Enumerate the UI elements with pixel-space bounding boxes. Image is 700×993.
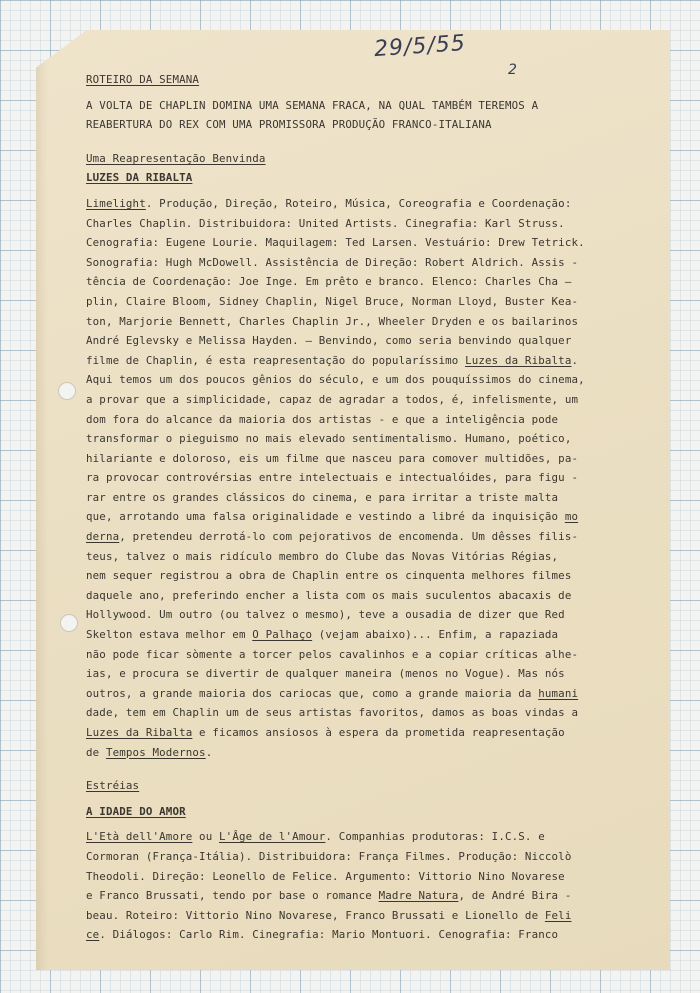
film-title: LUZES DA RIBALTA <box>86 171 193 185</box>
headline-line: REABERTURA DO REX COM UMA PROMISSORA PRODUÇÃO FRANCO-ITALIANA <box>86 118 492 132</box>
body-line: ton, Marjorie Bennett, Charles Chaplin Jr., Wheeler Dryden e os bailarinos <box>86 314 579 328</box>
body-line: a provar que a simplicidade, capaz de agradar a todos, é, infelismente, um <box>86 392 579 406</box>
body-line: ias, e procura se divertir de qualquer maneira (menos no Vogue). Mas nós <box>86 667 565 681</box>
handwritten-page-number: 2 <box>508 62 518 78</box>
body-line: plin, Claire Bloom, Sidney Chaplin, Nigel Bruce, Norman Lloyd, Buster Kea- <box>86 294 579 308</box>
body-line: ra provocar controvérsias entre intelectuais e intectualóides, para figu - <box>86 471 579 485</box>
body-line: daquele ano, preferindo encher a lista com os mais suculentos abacaxis de <box>86 588 572 602</box>
body-line: Charles Chaplin. Distribuidora: United Artists. Cinegrafia: Karl Struss. <box>86 216 565 230</box>
body-line: Sonografia: Hugh McDowell. Assistência de Direção: Robert Aldrich. Assis - <box>86 255 579 269</box>
film-reference: Luzes da Ribalta <box>86 726 193 739</box>
body-line: Aqui temos um dos poucos gênios do século, e um dos pouquíssimos do cinema, <box>86 373 585 387</box>
body-line: hilariante e doloroso, eis um filme que nasceu para comover multidões, pa- <box>86 451 579 465</box>
body-line: beau. Roteiro: Vittorio Nino Novarese, Franco Brussati e Lionello de Feli <box>86 908 572 922</box>
body-line: Cormoran (França-Itália). Distribuidora: França Filmes. Produção: Niccolò <box>86 849 572 863</box>
body-line: e Franco Brussati, tendo por base o romance Madre Natura, de André Bira - <box>86 889 572 903</box>
body-line: outros, a grande maioria dos cariocas que, como a grande maioria da humani <box>86 686 579 700</box>
film-reference: O Palhaço <box>252 628 313 642</box>
film-reference: Tempos Modernos <box>105 745 206 759</box>
headline-line: A VOLTA DE CHAPLIN DOMINA UMA SEMANA FRACA, NA QUAL TAMBÉM TEREMOS A <box>86 98 539 112</box>
underlined-word: humani <box>538 686 579 700</box>
section-label: ROTEIRO DA SEMANA <box>86 73 200 86</box>
film-reference: Luzes da Ribalta <box>465 353 572 367</box>
body-line: não pode ficar sòmente a torcer pelos cavalinhos e a copiar críticas alhe- <box>86 647 579 661</box>
body-line: de Tempos Modernos. <box>86 745 213 759</box>
punch-hole <box>60 614 78 632</box>
body-line: filme de Chaplin, é esta reapresentação do popularíssimo Luzes da Ribalta. <box>86 353 579 367</box>
body-line: Limelight. Produção, Direção, Roteiro, Música, Coreografia e Coordenação: <box>86 196 572 210</box>
original-title: L'Età dell'Amore <box>86 830 193 844</box>
body-line: dade, tem em Chaplin um de seus artistas favoritos, damos as boas vindas a <box>86 706 579 720</box>
body-line: dom fora do alcance da maioria dos artistas - e que a inteligência pode <box>86 412 559 426</box>
body-line: Theodoli. Direção: Leonello de Felice. Argumento: Vittorio Nino Novarese <box>86 869 565 883</box>
body-line: nem sequer registrou a obra de Chaplin entre os cinquenta melhores filmes <box>86 569 572 583</box>
body-line: Luzes da Ribalta e ficamos ansiosos à espera da prometida reapresentação <box>86 726 565 739</box>
body-line: Cenografia: Eugene Lourie. Maquilagem: Ted Larsen. Vestuário: Drew Tetrick. <box>86 236 585 250</box>
body-line: ce. Diálogos: Carlo Rim. Cinegrafia: Mario Montuori. Cenografia: Franco <box>86 928 559 942</box>
original-title: Limelight <box>86 196 146 210</box>
original-title: L'Âge de l'Amour <box>219 830 326 844</box>
film-title: A IDADE DO AMOR <box>86 804 186 818</box>
body-line: transformar o pieguismo no mais elevado sentimentalismo. Humano, poético, <box>86 432 572 446</box>
body-line: André Eglevsky e Melissa Hayden. — Benvindo, como seria benvindo qualquer <box>86 334 572 348</box>
body-line: teus, talvez o mais ridículo membro do Clube das Novas Vitórias Régias, <box>86 549 559 563</box>
body-line: Skelton estava melhor em O Palhaço (vejam abaixo)... Enfim, a rapaziada <box>86 628 559 642</box>
body-line: que, arrotando uma falsa originalidade e vestindo a libré da inquisição mo <box>86 510 579 524</box>
review-section-title: Estréias <box>86 779 140 793</box>
body-line: derna, pretendeu derrotá-lo com pejorativos de encomenda. Um dêsses filis- <box>86 530 579 544</box>
handwritten-date: 29/5/55 <box>373 30 467 63</box>
body-line: L'Età dell'Amore ou L'Âge de l'Amour. Companhias produtoras: I.C.S. e <box>86 830 545 844</box>
typewritten-text <box>86 70 646 945</box>
book-reference: Madre Natura <box>378 889 459 903</box>
body-line: tência de Coordenação: Joe Inge. Em prêto e branco. Elenco: Charles Cha — <box>86 275 572 289</box>
punch-hole <box>58 382 76 400</box>
review-section-title: Uma Reapresentação Benvinda <box>86 151 266 165</box>
body-line: rar entre os grandes clássicos do cinema, e para irritar a triste malta <box>86 490 559 504</box>
body-line: Hollywood. Um outro (ou talvez o mesmo), teve a ousadia de dizer que Red <box>86 608 565 622</box>
